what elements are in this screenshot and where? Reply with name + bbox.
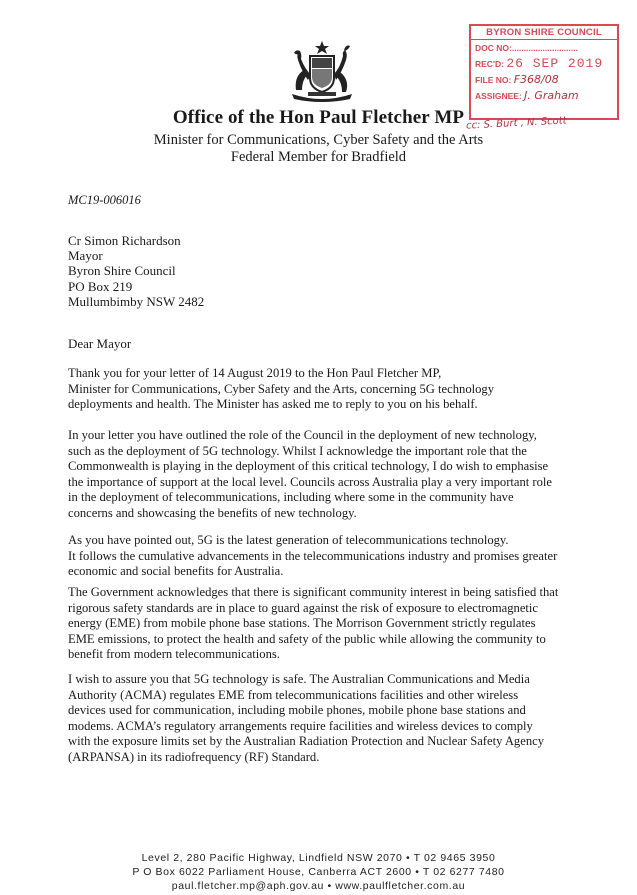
- paragraph-2: [68, 428, 558, 522]
- paragraph-line: As you have pointed out, 5G is the latest generation of telecommunications technology.: [68, 533, 509, 547]
- paragraph-line: in the deployment of telecommunications, including where some in the community have: [68, 490, 514, 505]
- paragraph-line: energy (EME) from mobile phone base stations. The Morrison Government strictly regulates: [68, 616, 536, 631]
- stamp-title: BYRON SHIRE COUNCIL: [471, 26, 617, 40]
- received-stamp: [469, 24, 619, 120]
- stamp-assignee-label: ASSIGNEE:: [475, 91, 522, 101]
- paragraph-line: Commonwealth is playing in the deployment of this critical technology, I do wish to emphasise: [68, 459, 549, 474]
- paragraph-line: In your letter you have outlined the role of the Council in the deployment of new technology,: [68, 428, 537, 442]
- paragraph-line: concerns and showcasing the benefits of new technology.: [68, 505, 357, 520]
- address-line: Mullumbimby NSW 2482: [68, 293, 205, 309]
- stamp-recd-label: REC'D:: [475, 59, 504, 69]
- address-line: Byron Shire Council: [68, 263, 176, 279]
- paragraph-1: [68, 366, 558, 413]
- stamp-doc-no-label: DOC NO:: [475, 43, 512, 53]
- stamp-assignee-value: J. Graham: [524, 89, 579, 102]
- footer-address-lindfield: Level 2, 280 Pacific Highway, Lindfield NSW 2070 • T 02 9465 3950: [141, 852, 496, 864]
- stamp-recd: [471, 56, 617, 72]
- paragraph-line: EME emissions, to protect the health and safety of the public while allowing the community to: [68, 631, 546, 646]
- paragraph-line: rigorous safety standards are in place to guard against the risk of exposure to electromagnetic: [68, 600, 539, 615]
- address-line: Cr Simon Richardson: [68, 233, 181, 248]
- paragraph-3: [68, 533, 558, 580]
- salutation: Dear Mayor: [68, 336, 132, 351]
- paragraph-5: [68, 672, 558, 766]
- address-line: Mayor: [68, 248, 103, 264]
- paragraph-line: economic and social benefits for Australia.: [68, 564, 284, 579]
- minister-title: Minister for Communications, Cyber Safety and the Arts: [153, 132, 484, 148]
- stamp-doc-no: DOC NO:............................: [475, 43, 578, 53]
- stamp-file-no-value: F368/08: [513, 73, 559, 86]
- paragraph-line: modems. ACMA’s regulatory arrangements require facilities and wireless devices to comply: [68, 718, 533, 733]
- paragraph-line: such as the deployment of 5G technology. Whilst I acknowledge the important role that the: [68, 443, 527, 458]
- paragraph-line: Thank you for your letter of 14 August 2019 to the Hon Paul Fletcher MP,: [68, 366, 442, 380]
- recipient-address: [68, 233, 204, 309]
- member-title: Federal Member for Bradfield: [230, 149, 407, 165]
- paragraph-line: I wish to assure you that 5G technology is safe. The Australian Communications and Media: [68, 672, 530, 686]
- address-line: PO Box 219: [68, 278, 133, 294]
- paragraph-line: Minister for Communications, Cyber Safety and the Arts, concerning 5G technology: [68, 381, 495, 396]
- paragraph-line: the importance of support at the local level. Councils across Australia play a very important role: [68, 474, 553, 489]
- stamp-file-no: [471, 72, 617, 88]
- office-title: Office of the Hon Paul Fletcher MP: [172, 107, 465, 128]
- stamp-assignee: [471, 88, 617, 104]
- stamp-recd-date: 26 SEP 2019: [506, 56, 604, 71]
- paragraph-line: It follows the cumulative advancements in the telecommunications industry and promises greater: [68, 548, 558, 563]
- paragraph-line: benefit from modern telecommunications.: [68, 647, 280, 662]
- coat-of-arms-icon: [282, 40, 362, 102]
- footer-contact: paul.fletcher.mp@aph.gov.au • www.paulfletcher.com.au: [171, 880, 466, 892]
- paragraph-line: Authority (ACMA) regulates EME from telecommunications facilities and other wireless: [68, 687, 519, 702]
- paragraph-4: [68, 585, 558, 663]
- stamp-file-no-label: FILE NO:: [475, 75, 512, 85]
- handwritten-cc-note: cc: S. Burt , N. Scott: [465, 115, 567, 132]
- footer-address-canberra: P O Box 6022 Parliament House, Canberra ACT 2600 • T 02 6277 7480: [132, 866, 505, 878]
- reference-number: MC19-006016: [68, 193, 141, 207]
- paragraph-line: with the exposure limits set by the Australian Radiation Protection and Nuclear Safety Agency: [68, 734, 545, 749]
- paragraph-line: (ARPANSA) in its radiofrequency (RF) Standard.: [68, 749, 320, 764]
- paragraph-line: devices used for communication, including mobile phones, mobile phone base stations and: [68, 703, 526, 718]
- paragraph-line: The Government acknowledges that there is significant community interest in being satisfied that: [68, 585, 559, 599]
- paragraph-line: deployments and health. The Minister has asked me to reply to you on his behalf.: [68, 397, 478, 412]
